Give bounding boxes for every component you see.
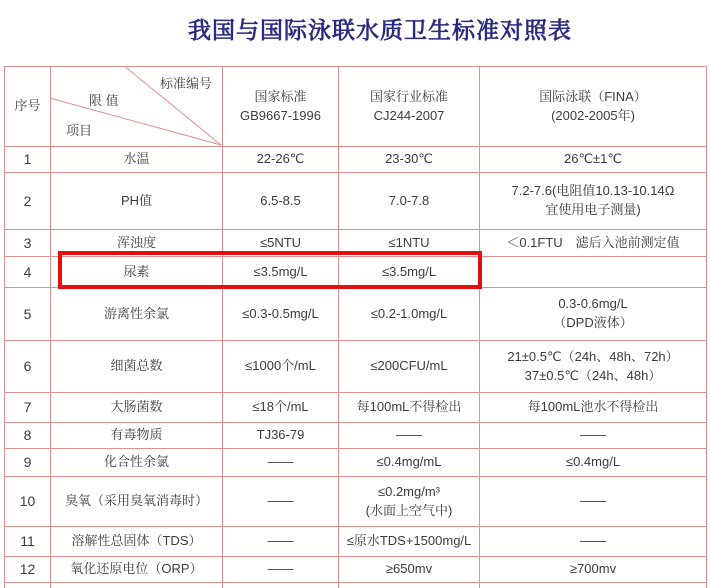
item-cell: 浑浊度: [51, 230, 223, 257]
cj-standard-cell: ≤0.2mg/m³ (水面上空气中): [339, 477, 480, 527]
table-row: [5, 230, 707, 257]
item-cell: 溶解性总固体（TDS）: [51, 527, 223, 557]
corner-label-item: 项目: [66, 123, 93, 138]
item-cell: 有毒物质: [51, 423, 223, 449]
table-row: [5, 527, 707, 557]
gb-standard-cell: ≤5NTU: [223, 230, 339, 257]
fina-standard-cell: 7.2-7.6(电阻值10.13-10.14Ω 宜使用电子测量): [480, 173, 707, 230]
cj-standard-cell: 每100mL不得检出: [339, 393, 480, 423]
corner-label-standard-no: 标准编号: [159, 76, 212, 91]
gb-header-line1: 国家标准: [254, 88, 307, 104]
serial-cell: 2: [5, 173, 51, 230]
cj-standard-cell: ≤200CFU/mL: [339, 341, 480, 393]
serial-cell: 1: [5, 147, 51, 173]
serial-cell: 6: [5, 341, 51, 393]
table-row: [5, 477, 707, 527]
fina-standard-cell: ——: [480, 527, 707, 557]
table-row: [5, 288, 707, 341]
clipped-cell: [480, 583, 707, 588]
serial-cell: 10: [5, 477, 51, 527]
table-row: [5, 423, 707, 449]
fina-header-line1: 国际泳联（FINA）: [539, 88, 647, 104]
header-row: [5, 67, 707, 147]
col-header-gb-standard: [223, 67, 339, 147]
clipped-row: [5, 583, 707, 588]
fina-standard-cell: 21±0.5℃（24h、48h、72h） 37±0.5℃（24h、48h）: [480, 341, 707, 393]
fina-standard-cell: ——: [480, 423, 707, 449]
table-row: [5, 257, 707, 288]
cj-standard-cell: ≤0.2-1.0mg/L: [339, 288, 480, 341]
item-cell: 氧化还原电位（ORP）: [51, 557, 223, 583]
item-cell: PH值: [51, 173, 223, 230]
fina-standard-cell: ≤0.4mg/L: [480, 449, 707, 477]
gb-standard-cell: TJ36-79: [223, 423, 339, 449]
gb-standard-cell: ——: [223, 477, 339, 527]
table-row: [5, 147, 707, 173]
gb-standard-cell: 6.5-8.5: [223, 173, 339, 230]
col-header-cj-standard: [339, 67, 480, 147]
serial-header-label: 序号: [14, 98, 41, 114]
gb-standard-cell: 22-26℃: [223, 147, 339, 173]
gb-standard-cell: ≤3.5mg/L: [223, 257, 339, 288]
cj-standard-cell: ≤原水TDS+1500mg/L: [339, 527, 480, 557]
fina-standard-cell: ≥700mv: [480, 557, 707, 583]
fina-standard-cell: 每100mL池水不得检出: [480, 393, 707, 423]
corner-header-cell: [51, 67, 223, 147]
fina-standard-cell: [480, 257, 707, 288]
gb-standard-cell: ——: [223, 557, 339, 583]
col-header-fina-standard: [480, 67, 707, 147]
item-cell: 尿素: [51, 257, 223, 288]
gb-header-line2: GB9667-1996: [240, 107, 321, 123]
item-cell: 大肠菌数: [51, 393, 223, 423]
table-row: [5, 557, 707, 583]
corner-label-limit: 限 值: [89, 93, 119, 108]
fina-standard-cell: ＜0.1FTU 滤后入池前测定值: [480, 230, 707, 257]
serial-cell: 12: [5, 557, 51, 583]
gb-standard-cell: ≤0.3-0.5mg/L: [223, 288, 339, 341]
serial-cell: 9: [5, 449, 51, 477]
fina-standard-cell: 0.3-0.6mg/L （DPD液体）: [480, 288, 707, 341]
gb-standard-cell: ≤18个/mL: [223, 393, 339, 423]
item-cell: 化合性余氯: [51, 449, 223, 477]
cj-standard-cell: 7.0-7.8: [339, 173, 480, 230]
cj-standard-cell: 23-30℃: [339, 147, 480, 173]
item-cell: 水温: [51, 147, 223, 173]
serial-cell: 8: [5, 423, 51, 449]
fina-standard-cell: ——: [480, 477, 707, 527]
cj-standard-cell: ——: [339, 423, 480, 449]
item-cell: 游离性余氯: [51, 288, 223, 341]
item-cell: 臭氧（采用臭氧消毒时）: [51, 477, 223, 527]
page-title: 我国与国际泳联水质卫生标准对照表: [188, 17, 572, 43]
serial-cell: 5: [5, 288, 51, 341]
clipped-cell: [51, 583, 223, 588]
clipped-cell: [5, 583, 51, 588]
cj-standard-cell: ≤0.4mg/mL: [339, 449, 480, 477]
cj-standard-cell: ≤1NTU: [339, 230, 480, 257]
serial-cell: 11: [5, 527, 51, 557]
standards-comparison-table: [4, 66, 707, 588]
serial-cell: 3: [5, 230, 51, 257]
table-body: [5, 147, 707, 588]
gb-standard-cell: ——: [223, 449, 339, 477]
cj-standard-cell: ≤3.5mg/L: [339, 257, 480, 288]
fina-header-line2: (2002-2005年): [551, 107, 635, 123]
gb-standard-cell: ≤1000个/mL: [223, 341, 339, 393]
table-row: [5, 393, 707, 423]
clipped-cell: [223, 583, 339, 588]
table-row: [5, 341, 707, 393]
cj-header-line2: CJ244-2007: [373, 107, 445, 123]
table-row: [5, 449, 707, 477]
serial-cell: 4: [5, 257, 51, 288]
col-header-serial: [5, 67, 51, 147]
cj-header-line1: 国家行业标准: [369, 88, 448, 104]
gb-standard-cell: ——: [223, 527, 339, 557]
clipped-cell: [339, 583, 480, 588]
table-row: [5, 173, 707, 230]
cj-standard-cell: ≥650mv: [339, 557, 480, 583]
serial-cell: 7: [5, 393, 51, 423]
item-cell: 细菌总数: [51, 341, 223, 393]
fina-standard-cell: 26℃±1℃: [480, 147, 707, 173]
